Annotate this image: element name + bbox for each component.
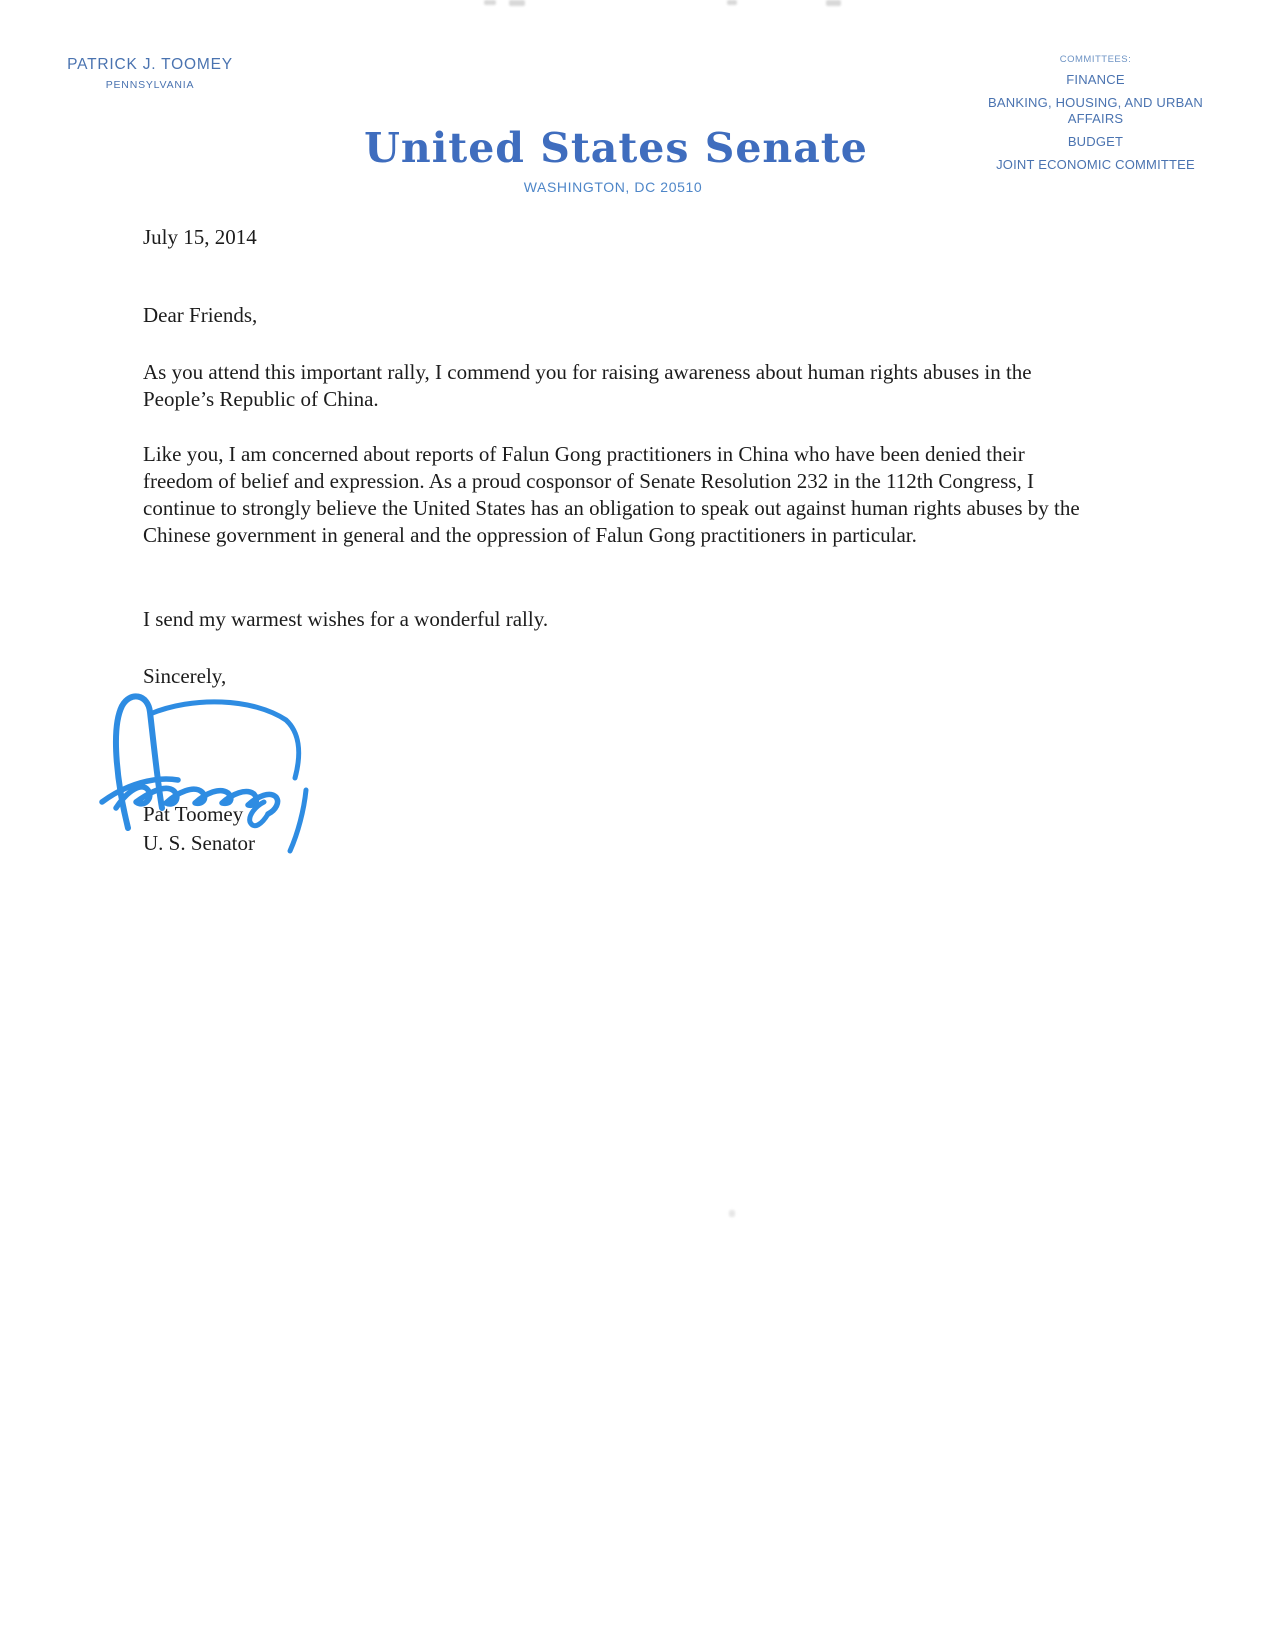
salutation: Dear Friends, [143,303,258,327]
committees-list [988,72,1203,173]
committee-item: BANKING, HOUSING, AND URBAN AFFAIRS [988,95,1203,126]
committee-item: BUDGET [1067,134,1124,149]
sender-state: PENNSYLVANIA [105,79,195,91]
committee-item: JOINT ECONOMIC COMMITTEE [996,157,1195,172]
scan-artifact [509,0,525,6]
scan-artifact [484,0,496,5]
scan-artifact [727,0,737,5]
signer-title: U. S. Senator [143,831,255,855]
sender-name: PATRICK J. TOOMEY [67,56,233,73]
signer-name: Pat Toomey [143,802,244,826]
signer-block [143,800,255,858]
scan-artifact [826,0,841,6]
senate-address: WASHINGTON, DC 20510 [523,179,703,195]
committees-block [988,54,1203,180]
committee-item: FINANCE [1066,72,1125,87]
paragraph: I send my warmest wishes for a wonderful rally. [143,607,549,631]
letterhead-sender-block [50,56,250,91]
committees-label: COMMITTEES: [1059,54,1132,65]
paragraph: As you attend this important rally, I commend you for raising awareness about human rights abuses in the People’s Republic of China. [143,360,1032,411]
letter-date: July 15, 2014 [143,225,257,249]
paragraph: Like you, I am concerned about reports of Falun Gong practitioners in China who have been denied their freedom of belief and expression. As a proud cosponsor of Senate Resolution 232 in the 112th Congress, I continue to strongly believe the United States has an obligation to speak out against human rights abuses by the Chinese government in general and the oppression of Falun Gong practitioners in particular. [143,442,1080,547]
closing: Sincerely, [143,664,227,688]
senate-wordmark: United States Senate [364,124,868,172]
scan-artifact [729,1210,735,1217]
